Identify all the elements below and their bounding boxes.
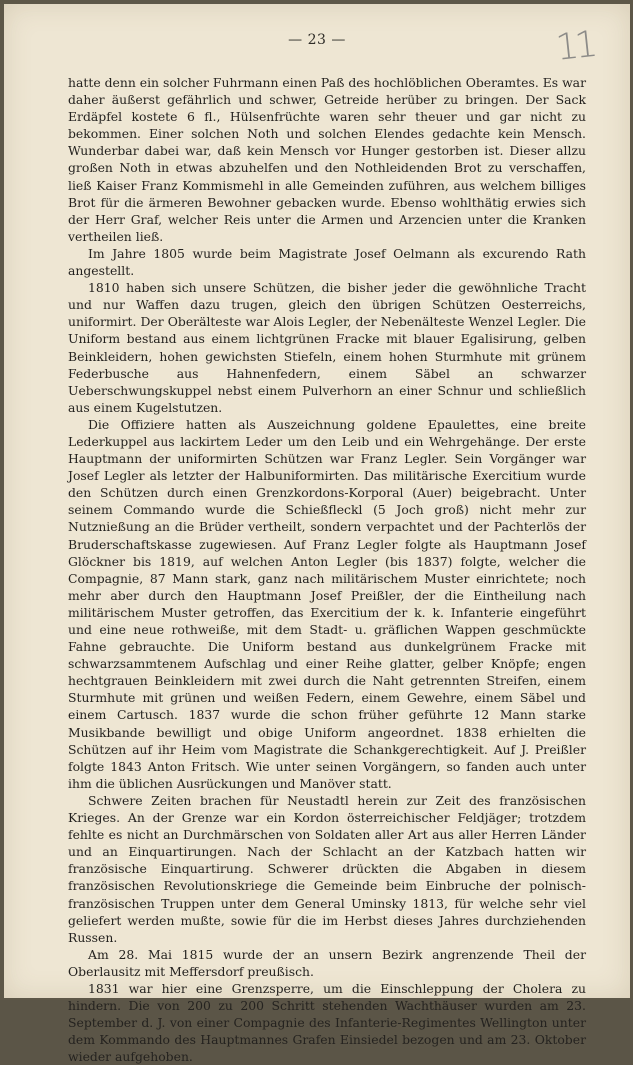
page-number: — 23 — (288, 32, 346, 48)
paragraph-1805: Im Jahre 1805 wurde beim Magistrate Josef Oelmann als excurendo Rath angestellt. (68, 245, 586, 279)
paragraph-officers: Die Offiziere hatten als Auszeichnung goldene Epaulettes, eine breite Lederkuppel aus lackirtem Leder um den Leib und ein Wehrgehänge. Der erste Hauptmann der uniformirten Schützen war Franz Legler. Sein Vorgänger war Josef Legler als letzter der Halbuniformirten. Das militärische Exercitium wurde den Schützen durch einen Grenzkordons-Korporal (Auer) beigebracht. Unter seinem Commando wurde die Schießfleckl (5 Joch groß) nicht mehr zur Nutznießung an die Brüder vertheilt, sondern verpachtet und der Pachterlös der Bruderschaftskasse zugewiesen. Auf Franz Legler folgte als Hauptmann Josef Glöckner bis 1819, auf welchen Anton Legler (bis 1837) folgte, welcher die Compagnie, 87 Mann stark, ganz nach militärischem Muster einrichtete; noch mehr aber durch den Hauptmann Josef Preißler, der die Eintheilung nach militärischem Muster getroffen, das Exercitium der k. k. Infanterie eingeführt und eine neue rothweiße, mit dem Stadt- u. gräflichen Wappen geschmückte Fahne gebrauchte. Die Uniform bestand aus dunkelgrünem Fracke mit schwarzsammtenem Aufschlag und einer Reihe glatter, gelber Knöpfe; engen hechtgrauen Beinkleidern mit zwei durch die Naht getrennten Streifen, einem Sturmhute mit grünen und weißen Federn, einem Gewehre, einem Säbel und einem Cartusch. 1837 wurde die schon früher geführte 12 Mann starke Musikbande bewilligt und obige Uniform angeordnet. 1838 erhielten die Schützen auf ihr Heim vom Magistrate die Schankgerechtigkeit. Auf J. Preißler folgte 1843 Anton Fritsch. Wie unter seinen Vorgängern, so fanden auch unter ihm die üblichen Ausrückungen und Manöver statt. (68, 416, 586, 791)
pencil-annotation: 11 (554, 24, 597, 69)
paragraph-1815: Am 28. Mai 1815 wurde der an unsern Bezirk angrenzende Theil der Oberlausitz mit Meffersdorf preußisch. (68, 946, 586, 979)
paragraph-1810-uniform: 1810 haben sich unsere Schützen, die bisher jeder die gewöhnliche Tracht und nur Waffen dazu trugen, gleich den übrigen Schützen Oesterreichs, uniformirt. Der Oberälteste war Alois Legler, der Nebenälteste Wenzel Legler. Die Uniform bestand aus einem lichtgrünen Fracke mit blauer Egalisirung, gelben Beinkleidern, hohen gewichsten Stiefeln, einem hohen Sturmhute mit grünem Federbusche aus Hahnenfedern, einem Säbel an schwarzer Ueberschwungskuppel nebst einem Pulverhorn an einer Schnur und schließlich aus einem Kugelstutzen. (68, 280, 586, 415)
body-text (68, 74, 586, 1065)
paragraph-famine: hatte denn ein solcher Fuhrmann einen Paß des hochlöblichen Oberamtes. Es war daher äußerst gefährlich und schwer, Getreide herüber zu bringen. Der Sack Erdäpfel kostete 6 fl., Hülsenfrüchte waren sehr theuer und gar nicht zu bekommen. Einer solchen Noth und solchen Elendes gedachte kein Mensch. Wunderbar dabei war, daß kein Mensch vor Hunger gestorben ist. Dieser allzu großen Noth in etwas abzuhelfen und den Nothleidenden Brot zu verschaffen, ließ Kaiser Franz Kommismehl in alle Gemeinden zuführen, aus welchem billiges Brot für die ärmeren Bewohner gebacken wurde. Ebenso wohlthätig erwies sich der Herr Graf, welcher Reis unter die Armen und Arzencien unter die Kranken vertheilen ließ. (68, 75, 586, 244)
paragraph-french-war: Schwere Zeiten brachen für Neustadtl herein zur Zeit des französischen Krieges. An der Grenze war ein Kordon österreichischer Feldjäger; trotzdem fehlte es nicht an Durchmärschen von Soldaten aller Art aus aller Herren Länder und an Einquartirungen. Nach der Schlacht an der Katzbach hatten wir französische Einquartirung. Schwerer drückten die Abgaben in diesem französischen Revolutionskriege die Gemeinde beim Einbruche der polnisch-französischen Truppen unter dem General Uminsky 1813, für welche sehr viel geliefert werden mußte, sowie für die im Herbst dieses Jahres durchziehenden Russen. (68, 792, 586, 945)
book-page (4, 4, 630, 1065)
paragraph-1831-cholera: 1831 war hier eine Grenzsperre, um die Einschleppung der Cholera zu hindern. Die von 200 zu 200 Schritt stehenden Wachthäuser wurden am 23. September d. J. von einer Compagnie des Infanterie-Regimentes Wellington unter dem Kommando des Hauptmannes Grafen Einsiedel bezogen und am 23. Oktober wieder aufgehoben. (68, 980, 586, 1065)
